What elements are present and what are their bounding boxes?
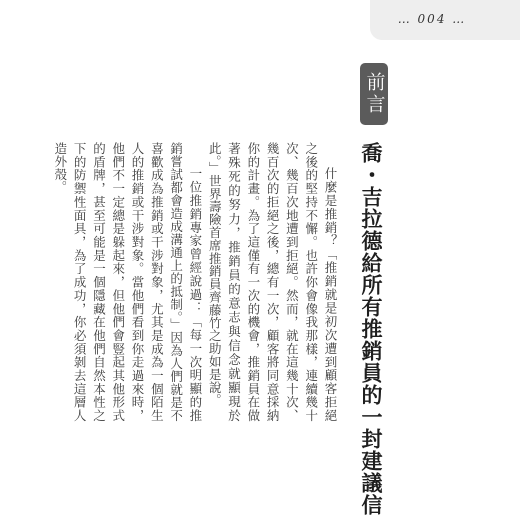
body-paragraph: 一位推銷專家曾經說過：「每一次明顯的推銷嘗試都會造成溝通上的抵制。」因為人們就是不喜歡成為推銷或干涉對象，尤其是成為一個陌生人的推銷或干涉對象。當他們看到你走過來時，他們不一定總是躲起來，但他們會豎起其他形式的盾牌，甚至可能是一個隱藏在他們自然本性之下的防禦性面具，為了成功，你必須剝去這層人造外殼。 — [52, 142, 203, 422]
article-body — [52, 142, 340, 422]
page-number: … 004 … — [397, 12, 467, 26]
body-paragraph: 什麼是推銷？「推銷就是初次遭到顧客拒絕之後的堅持不懈。也許你會像我那樣，連續幾十次、幾百次地遭到拒絕。然而，就在這幾十次、幾百次的拒絕之後，總有一次，顧客將同意採納你的計畫。為了這僅有一次的機會，推銷員在做著殊死的努力，推銷員的意志與信念就顯現於此。」世界壽險首席推銷員齊藤竹之助如是說。 — [207, 142, 338, 422]
article-title: 喬・吉拉德給所有推銷員的一封建議信 — [359, 142, 384, 516]
page-number-value: 004 — [417, 12, 447, 26]
section-label-tab — [360, 63, 388, 125]
section-label: 前言 — [363, 72, 386, 116]
